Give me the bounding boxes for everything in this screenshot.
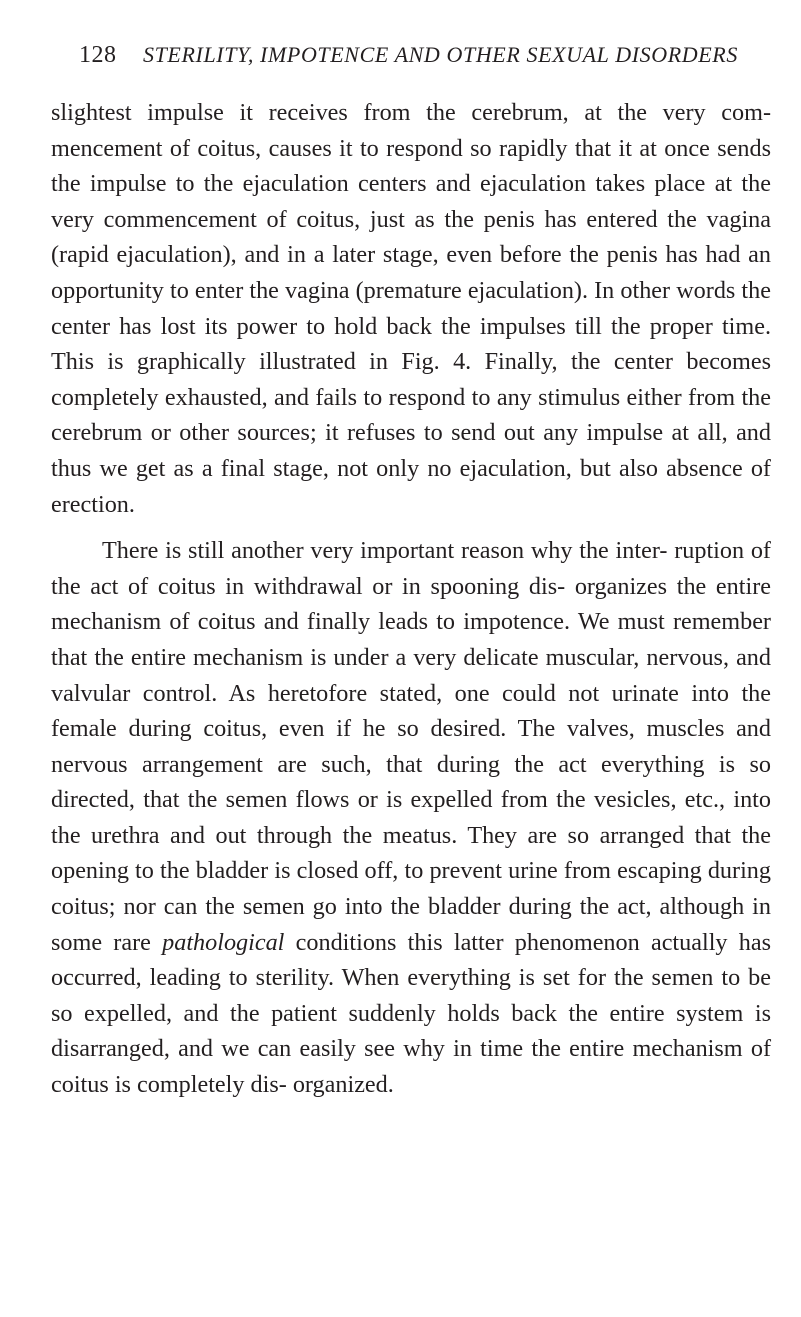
running-header [75, 42, 755, 74]
running-title: STERILITY, IMPOTENCE AND OTHER SEXUAL DISORDERS [143, 42, 738, 67]
body-text [51, 95, 771, 1103]
page-number: 128 [79, 42, 117, 68]
italic-term: pathological [162, 928, 285, 956]
paragraph-1: slightest impulse it receives from the cerebrum, at the very com- mencement of coitus, causes it to respond so rapidly that it at once sends the impulse to the ejaculation centers and ejaculation takes place at the very commencement of coitus, just as the penis has entered the vagina (rapid ejaculation), and in a later stage, even before the penis has had an opportunity to enter the vagina (premature ejaculation). In other words the center has lost its power to hold back the impulses till the proper time. This is graphically illustrated in Fig. 4. Finally, the center becomes completely exhausted, and fails to respond to any stimulus either from the cerebrum or other sources; it refuses to send out any impulse at all, and thus we get as a final stage, not only no ejaculation, but also absence of erection. [51, 99, 771, 518]
paragraph-2 [51, 533, 771, 1103]
paragraph-2-text-start: There is still another very important reason why the inter- ruption of the act of coitus in withdrawal or in spooning dis- organizes the entire mechanism of coitus and finally leads to impotence. We must remember that the entire mechanism is under a very delicate muscular, nervous, and valvular control. As heretofore stated, one could not urinate into the female during coitus, even if he so desired. The valves, muscles and nervous arrangement are such, that during the act everything is so directed, that the semen flows or is expelled from the vesicles, etc., into the urethra and out through the meatus. They are so arranged that the opening to the bladder is closed off, to prevent urine from escaping during coitus; nor can the semen go into the bladder during the act, although in some rare [51, 537, 771, 956]
paragraph-2-text-end: conditions this latter phenomenon actually has occurred, leading to sterility. When everything is set for the semen to be so expelled, and the patient suddenly holds back the entire system is disarranged, and we can easily see why in time the entire mechanism of coitus is completely dis- organized. [51, 928, 771, 1099]
